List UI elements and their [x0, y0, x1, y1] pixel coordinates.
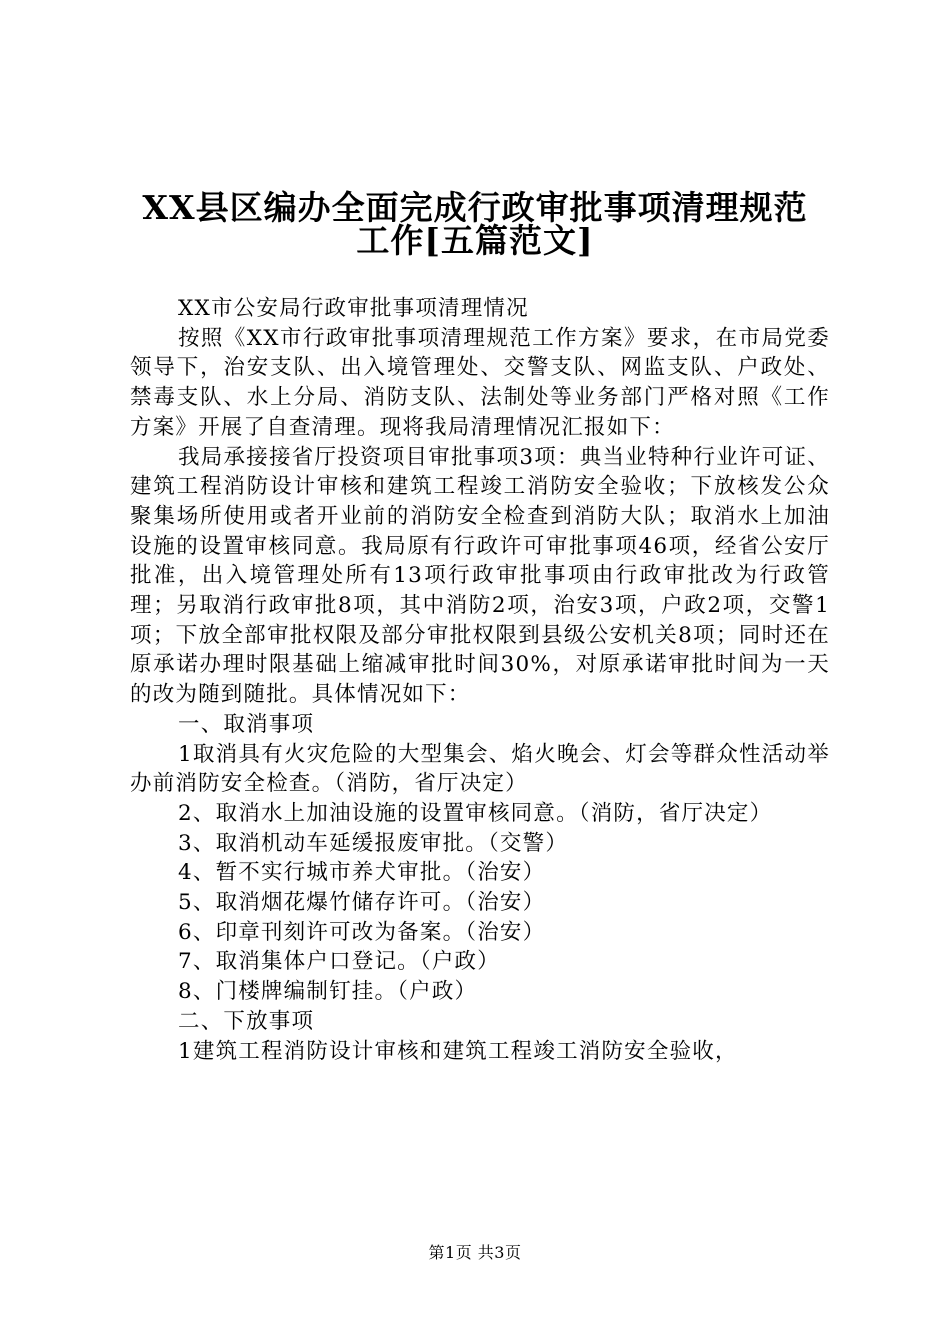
- document-title-line-1: XX县区编办全面完成行政审批事项清理规范: [142, 188, 808, 227]
- list-item: 2、取消水上加油设施的设置审核同意。（消防，省厅决定）: [178, 800, 773, 826]
- list-item: 4、暂不实行城市养犬审批。（治安）: [178, 860, 546, 886]
- list-item: 1取消具有火灾危险的大型集会、焰火晚会、灯会等群众性活动举办前消防安全检查。（消防，省厅决定）: [130, 741, 830, 797]
- paragraph: 我局承接接省厅投资项目审批事项3项：典当业特种行业许可证、建筑工程消防设计审核和建筑工程竣工消防安全验收；下放核发公众聚集场所使用或者开业前的消防安全检查到消防大队；取消水上加油设施的设置审核同意。我局原有行政许可审批事项46项，经省公安厅批准，出入境管理处所有13项行政审批事项由行政审批改为行政管理；另取消行政审批8项，其中消防2项，治安3项，户政2项，交警1项；下放全部审批权限及部分审批权限到县级公安机关8项；同时还在原承诺办理时限基础上缩减审批时间30%，对原承诺审批时间为一天的改为随到随批。具体情况如下：: [130, 444, 830, 708]
- page-number-footer: 第1页 共3页: [428, 1243, 522, 1262]
- paragraph: 按照《XX市行政审批事项清理规范工作方案》要求，在市局党委领导下，治安支队、出入境管理处、交警支队、网监支队、户政处、禁毒支队、水上分局、消防支队、法制处等业务部门严格对照《工作方案》开展了自查清理。现将我局清理情况汇报如下：: [130, 325, 830, 440]
- list-item: 6、印章刊刻许可改为备案。（治安）: [178, 919, 546, 945]
- list-item: 8、门楼牌编制钉挂。（户政）: [178, 979, 478, 1005]
- document-title-line-2: 工作[五篇范文]: [356, 221, 594, 260]
- section-heading: 一、取消事项: [178, 711, 315, 737]
- list-item: 3、取消机动车延缓报废审批。（交警）: [178, 830, 569, 856]
- document-body: [130, 294, 830, 1066]
- section-heading: XX市公安局行政审批事项清理情况: [178, 296, 529, 321]
- list-item: 5、取消烟花爆竹储存许可。（治安）: [178, 890, 546, 916]
- list-item: 1建筑工程消防设计审核和建筑工程竣工消防安全验收，: [178, 1038, 738, 1064]
- list-item: 7、取消集体户口登记。（户政）: [178, 949, 500, 975]
- section-heading: 二、下放事项: [178, 1008, 315, 1034]
